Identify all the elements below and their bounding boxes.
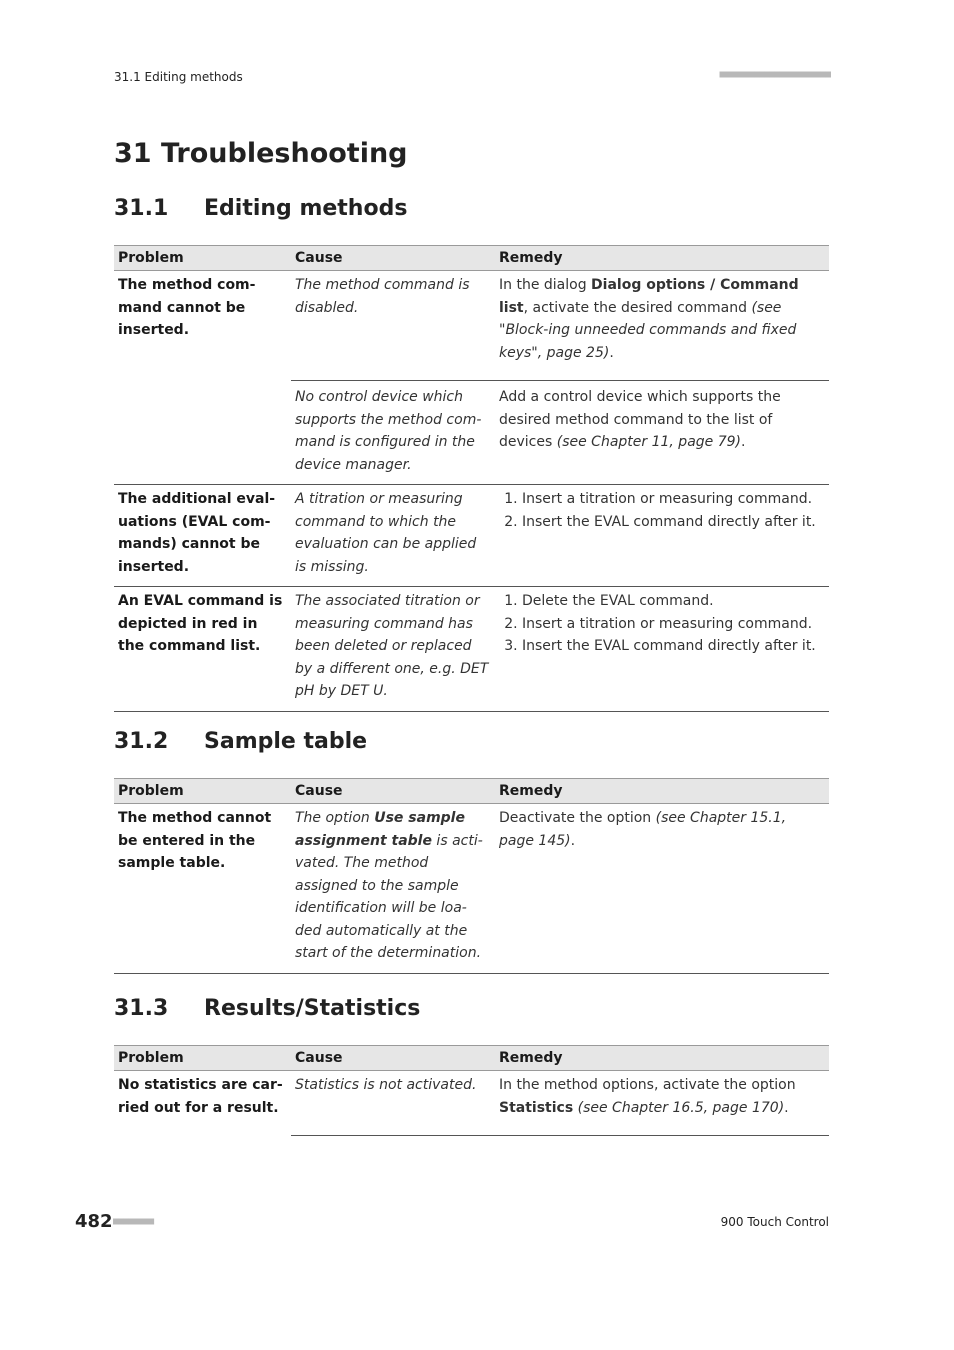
running-header: 31.1 Editing methods [114, 70, 243, 84]
table-header-row [114, 246, 829, 271]
problem-cell: No statistics are car-ried out for a result. [118, 1077, 283, 1116]
column-header-cause: Cause [291, 1046, 495, 1071]
chapter-title: 31 Troubleshooting [114, 138, 408, 169]
section-title-results-statistics [114, 996, 420, 1021]
problem-cell: The additional eval-uations (EVAL com-mands) cannot be inserted. [114, 485, 291, 587]
remedy-text: Deactivate the option [499, 810, 656, 826]
remedy-text: , activate the desired command [523, 299, 752, 316]
remedy-cell [495, 485, 829, 587]
remedy-cell [495, 804, 829, 974]
section-title-sample-table [114, 729, 367, 754]
remedy-text: Add a control device which supports the desired method command to the list of devices [499, 389, 781, 450]
section-number: 31.1 [114, 196, 169, 221]
section-name: Editing methods [204, 196, 408, 221]
remedy-cell [495, 587, 829, 712]
cause-text: is acti-vated. The method assigned to the sample identification will be loa-ded automatically at the start of the determination. [295, 832, 483, 961]
header-decoration: ■■■■■■■■■■■■■■■■■■■■■■ [719, 69, 830, 80]
section-number: 31.3 [114, 996, 169, 1021]
cause-text: The option [295, 810, 375, 826]
remedy-step: 2. Insert a titration or measuring command. [522, 613, 825, 636]
remedy-text: In the method options, activate the option [499, 1077, 796, 1093]
remedy-text: . [570, 832, 576, 849]
problem-cell: The method com-mand cannot be inserted. [114, 271, 291, 485]
remedy-step: 2. Insert the EVAL command directly after it. [522, 511, 825, 534]
section-title-editing-methods [114, 196, 407, 221]
remedy-text: In the dialog [499, 277, 592, 293]
table-row [114, 271, 829, 381]
column-header-problem: Problem [114, 779, 291, 804]
remedy-steps [499, 590, 825, 658]
cause-cell: No control device which supports the method com-mand is configured in the device manager. [291, 381, 495, 485]
troubleshooting-table-editing-methods [114, 245, 829, 712]
cross-reference: (see "Block-ing unneeded commands and fixed keys", page 25) [499, 299, 797, 361]
remedy-step: 3. Insert the EVAL command directly after it. [522, 635, 825, 658]
cause-cell [291, 804, 495, 974]
remedy-cell [495, 271, 829, 381]
cause-cell: The associated titration or measuring command has been deleted or replaced by a different one, e.g. DET pH by DET U. [291, 587, 495, 712]
cause-cell: Statistics is not activated. [291, 1071, 495, 1136]
option-reference: Use sample assignment table [295, 810, 465, 849]
remedy-cell [495, 1071, 829, 1136]
table-row [114, 804, 829, 974]
section-name: Sample table [204, 729, 368, 754]
problem-cell: The method cannot be entered in the sample table. [114, 804, 291, 974]
remedy-step: 1. Delete the EVAL command. [522, 590, 825, 613]
remedy-steps [499, 488, 825, 533]
table-row [114, 485, 829, 587]
section-name: Results/Statistics [204, 996, 421, 1021]
remedy-cell [495, 381, 829, 485]
cross-reference: (see Chapter 16.5, page 170) [573, 1099, 785, 1116]
cross-reference: (see Chapter 15.1, page 145) [499, 810, 787, 849]
troubleshooting-table-sample-table [114, 778, 829, 974]
column-header-remedy: Remedy [495, 1046, 829, 1071]
section-number: 31.2 [114, 729, 169, 754]
footer-decoration: ■■■■■■■■ [113, 1216, 154, 1227]
cause-cell: A titration or measuring command to which the evaluation can be applied is missing. [291, 485, 495, 587]
option-reference: Statistics [499, 1099, 574, 1116]
cross-reference: (see Chapter 11, page 79) [556, 434, 741, 450]
column-header-remedy: Remedy [495, 779, 829, 804]
page-number: 482 [75, 1211, 113, 1232]
column-header-cause: Cause [291, 779, 495, 804]
column-header-remedy: Remedy [495, 246, 829, 271]
troubleshooting-table-results-statistics [114, 1045, 829, 1136]
remedy-text: . [784, 1099, 789, 1116]
column-header-problem: Problem [114, 246, 291, 271]
remedy-text: . [609, 344, 614, 361]
column-header-cause: Cause [291, 246, 495, 271]
cause-cell: The method command is disabled. [291, 271, 495, 381]
remedy-text: . [741, 434, 746, 450]
column-header-problem: Problem [114, 1046, 291, 1071]
product-name: 900 Touch Control [720, 1215, 829, 1229]
table-header-row [114, 779, 829, 804]
table-row [114, 1071, 829, 1136]
remedy-step: 1. Insert a titration or measuring command. [522, 488, 825, 511]
table-header-row [114, 1046, 829, 1071]
table-row [114, 587, 829, 712]
dialog-reference: Dialog options / Command list [499, 277, 799, 316]
problem-cell: An EVAL command is depicted in red in the command list. [114, 587, 291, 712]
